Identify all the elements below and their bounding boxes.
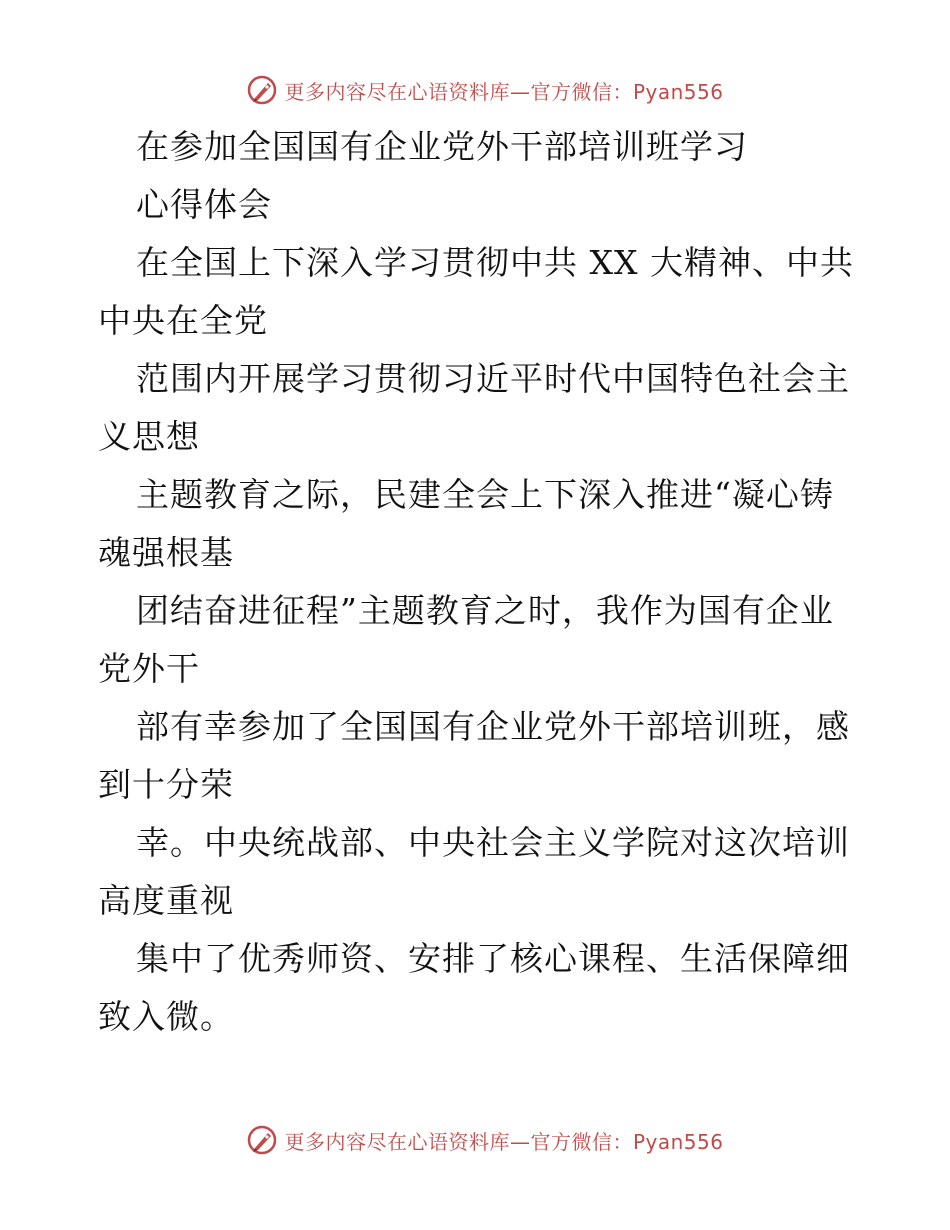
paragraph-line: 魂强根基 <box>98 533 234 572</box>
paragraph-line: 在全国上下深入学习贯彻中共 XX 大精神、中共 <box>136 243 854 282</box>
paragraph-line: 部有幸参加了全国国有企业党外干部培训班，感 <box>136 707 850 746</box>
paragraph-line: 幸。中央统战部、中央社会主义学院对这次培训 <box>136 823 850 862</box>
paragraph-line: 心得体会 <box>136 185 272 224</box>
paragraph-line: 党外干 <box>98 649 200 688</box>
header-watermark-banner <box>0 70 950 110</box>
paragraph-line: 到十分荣 <box>98 765 234 804</box>
footer-brand-text: 更多内容尽在心语资料库 <box>284 1129 510 1154</box>
paragraph-line: 集中了优秀师资、安排了核心课程、生活保障细 <box>136 939 850 978</box>
quill-pen-logo-icon <box>246 1124 278 1156</box>
header-brand-text: 更多内容尽在心语资料库 <box>284 79 510 104</box>
footer-banner-text <box>284 1126 723 1155</box>
paragraph-line: 中央在全党 <box>98 301 268 340</box>
header-separator: — <box>509 79 531 104</box>
header-contact-text: 官方微信：Pyan556 <box>530 79 724 104</box>
footer-banner-inner <box>246 1124 723 1156</box>
paragraph-line: 团结奋进征程”主题教育之时，我作为国有企业 <box>136 591 834 630</box>
paragraph-line: 主题教育之际，民建全会上下深入推进“凝心铸 <box>136 475 834 514</box>
footer-watermark-banner <box>0 1120 950 1160</box>
footer-separator: — <box>509 1129 531 1154</box>
paragraph-line: 致入微。 <box>98 997 234 1036</box>
paragraph-line: 高度重视 <box>98 881 234 920</box>
paragraph-line: 义思想 <box>98 417 200 456</box>
paragraph-line: 在参加全国国有企业党外干部培训班学习 <box>136 127 748 166</box>
document-body <box>98 118 858 1046</box>
header-banner-text <box>284 76 723 105</box>
paragraph-line: 范围内开展学习贯彻习近平时代中国特色社会主 <box>136 359 850 398</box>
quill-pen-logo-icon <box>246 74 278 106</box>
header-banner-inner <box>246 74 723 106</box>
footer-contact-text: 官方微信：Pyan556 <box>530 1129 724 1154</box>
